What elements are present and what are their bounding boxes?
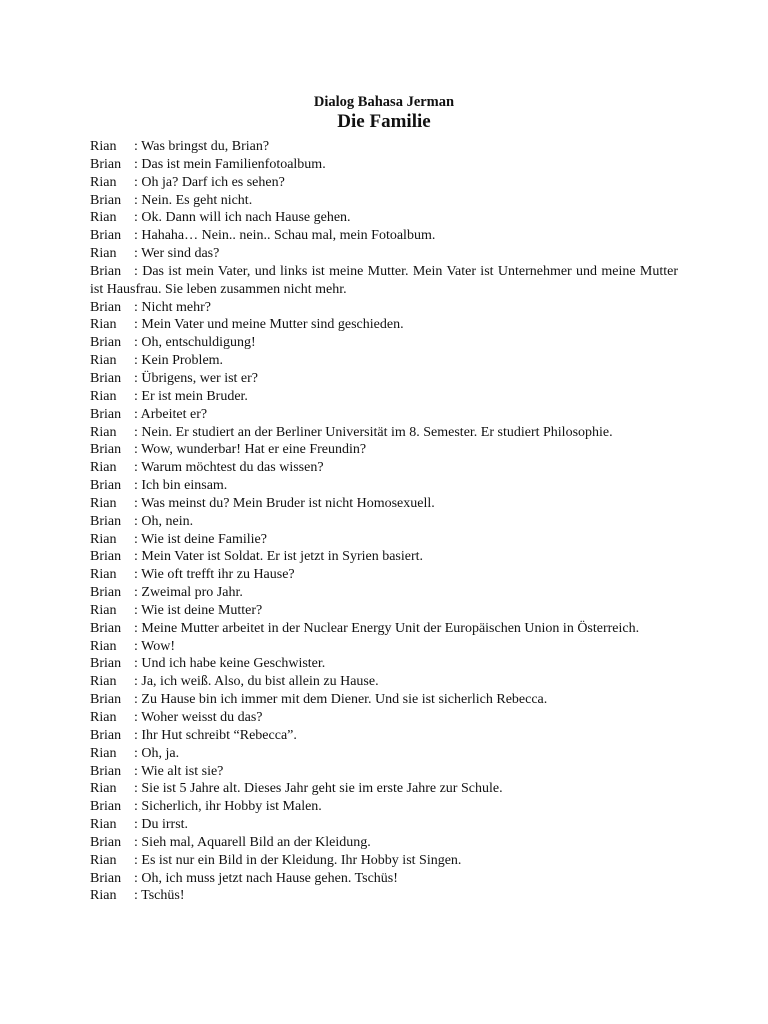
dialog-line <box>90 834 678 852</box>
speaker-name: Brian <box>90 370 122 386</box>
speaker-name: Rian <box>90 531 117 547</box>
utterance-text: : Wie alt ist sie? <box>134 763 224 779</box>
speaker-name: Rian <box>90 781 117 797</box>
speaker-name: Rian <box>90 388 117 404</box>
speaker-name: Rian <box>90 817 117 833</box>
utterance-text: : Kein Problem. <box>134 353 224 369</box>
speaker-name: Rian <box>90 495 117 511</box>
speaker-name: Rian <box>90 745 117 761</box>
speaker-name: Brian <box>90 442 122 458</box>
dialog-line <box>90 763 678 781</box>
utterance-text: : Ok. Dann will ich nach Hause gehen. <box>134 210 351 226</box>
utterance-text: : Zweimal pro Jahr. <box>134 585 243 601</box>
speaker-name: Brian <box>90 692 122 708</box>
dialog-line <box>90 852 678 870</box>
utterance-text: : Was bringst du, Brian? <box>134 139 270 154</box>
dialog-line <box>90 459 678 477</box>
dialog-line <box>90 174 678 192</box>
dialog-line <box>90 655 678 673</box>
dialog-line <box>90 584 678 602</box>
dialog-line <box>90 424 678 442</box>
utterance-text: : Und ich habe keine Geschwister. <box>134 656 326 672</box>
utterance-text: : Nicht mehr? <box>134 299 211 315</box>
dialog-line <box>90 299 678 317</box>
dialog-line <box>90 209 678 227</box>
utterance-text: : Wer sind das? <box>134 246 220 262</box>
utterance-text: : Sie ist 5 Jahre alt. Dieses Jahr geht sie im erste Jahre zur Schule. <box>134 781 503 797</box>
speaker-name: Brian <box>90 549 122 565</box>
dialog-line <box>90 156 678 174</box>
utterance-text: : Ja, ich weiß. Also, du bist allein zu Hause. <box>134 674 379 690</box>
dialog-line <box>90 727 678 745</box>
speaker-name: Rian <box>90 317 117 333</box>
utterance-text: : Mein Vater ist Soldat. Er ist jetzt in Syrien basiert. <box>134 549 424 565</box>
utterance-text: : Warum möchtest du das wissen? <box>134 460 324 476</box>
dialog-line <box>90 477 678 495</box>
utterance-text: : Wow! <box>134 638 176 654</box>
utterance-text: : Sieh mal, Aquarell Bild an der Kleidung. <box>134 834 371 850</box>
dialog-line <box>90 816 678 834</box>
dialog-line <box>90 388 678 406</box>
dialog-line <box>90 887 678 905</box>
utterance-text: : Sicherlich, ihr Hobby ist Malen. <box>134 799 322 815</box>
utterance-text: : Tschüs! <box>134 888 185 904</box>
utterance-text: : Zu Hause bin ich immer mit dem Diener. Und sie ist sicherlich Rebecca. <box>134 692 548 708</box>
utterance-text: : Oh, nein. <box>134 513 194 529</box>
utterance-text: : Du irrst. <box>134 817 189 833</box>
utterance-text: : Er ist mein Bruder. <box>134 388 248 404</box>
speaker-name: Brian <box>90 656 122 672</box>
utterance-text: : Wie ist deine Mutter? <box>134 602 263 618</box>
speaker-name: Brian <box>90 192 122 208</box>
speaker-name: Rian <box>90 174 117 190</box>
utterance-text: : Wie ist deine Familie? <box>134 531 267 547</box>
speaker-name: Brian <box>90 335 122 351</box>
utterance-text: : Meine Mutter arbeitet in der Nuclear Energy Unit der Europäischen Union in Österreich. <box>134 620 640 636</box>
speaker-name: Rian <box>90 460 117 476</box>
speaker-name: Brian <box>90 620 122 636</box>
dialog-line <box>90 352 678 370</box>
speaker-name: Brian <box>90 228 122 244</box>
utterance-text: : Nein. Es geht nicht. <box>134 192 253 208</box>
dialog-line <box>90 192 678 210</box>
document-title: Die Familie <box>337 111 431 132</box>
dialog-line <box>90 548 678 566</box>
dialog-line <box>90 441 678 459</box>
utterance-text: : Oh, entschuldigung! <box>134 335 256 351</box>
dialog-line <box>90 780 678 798</box>
utterance-text: : Ich bin einsam. <box>134 478 228 494</box>
speaker-name: Brian <box>90 299 122 315</box>
speaker-name: Rian <box>90 888 117 904</box>
speaker-name: Rian <box>90 210 117 226</box>
dialog-line <box>90 513 678 531</box>
dialog-line <box>90 406 678 424</box>
dialog-line <box>90 495 678 513</box>
speaker-name: Brian <box>90 156 122 172</box>
utterance-text: : Das ist mein Vater, und links ist meine Mutter. Mein Vater ist Unternehmer und meine Mutter ist Hausfrau. Sie leben zusammen nicht mehr. <box>90 263 678 297</box>
utterance-text: : Was meinst du? Mein Bruder ist nicht Homosexuell. <box>134 495 435 511</box>
speaker-name: Rian <box>90 139 117 154</box>
dialog-body <box>90 138 678 905</box>
utterance-text: : Woher weisst du das? <box>134 710 263 725</box>
speaker-name: Brian <box>90 763 122 779</box>
speaker-name: Brian <box>90 585 122 601</box>
speaker-name: Rian <box>90 674 117 690</box>
utterance-text: : Es ist nur ein Bild in der Kleidung. Ihr Hobby ist Singen. <box>134 852 462 868</box>
utterance-text: : Oh, ja. <box>134 745 180 761</box>
dialog-line <box>90 709 678 727</box>
utterance-text: : Übrigens, wer ist er? <box>134 370 259 386</box>
dialog-line <box>90 870 678 888</box>
utterance-text: : Nein. Er studiert an der Berliner Universität im 8. Semester. Er studiert Philosophie. <box>134 424 613 440</box>
speaker-name: Brian <box>90 799 122 815</box>
utterance-text: : Wow, wunderbar! Hat er eine Freundin? <box>134 442 367 458</box>
utterance-text: : Ihr Hut schreibt “Rebecca”. <box>134 727 297 743</box>
utterance-text: : Oh ja? Darf ich es sehen? <box>134 174 285 190</box>
speaker-name: Rian <box>90 567 117 583</box>
speaker-name: Rian <box>90 353 117 369</box>
speaker-name: Rian <box>90 852 117 868</box>
dialog-line <box>90 316 678 334</box>
dialog-line <box>90 138 678 156</box>
dialog-line <box>90 263 678 299</box>
speaker-name: Brian <box>90 406 122 422</box>
utterance-text: : Das ist mein Familienfotoalbum. <box>134 156 326 172</box>
dialog-line <box>90 602 678 620</box>
speaker-name: Rian <box>90 638 117 654</box>
utterance-text: : Hahaha… Nein.. nein.. Schau mal, mein Fotoalbum. <box>134 228 436 244</box>
dialog-line <box>90 745 678 763</box>
dialog-line <box>90 566 678 584</box>
dialog-line <box>90 673 678 691</box>
speaker-name: Brian <box>90 263 122 279</box>
dialog-line <box>90 245 678 263</box>
speaker-name: Rian <box>90 424 117 440</box>
speaker-name: Rian <box>90 602 117 618</box>
speaker-name: Brian <box>90 478 122 494</box>
utterance-text: : Wie oft trefft ihr zu Hause? <box>134 567 295 583</box>
utterance-text: : Mein Vater und meine Mutter sind geschieden. <box>134 317 404 333</box>
dialog-line <box>90 227 678 245</box>
dialog-line <box>90 620 678 638</box>
speaker-name: Brian <box>90 870 122 886</box>
speaker-name: Brian <box>90 834 122 850</box>
dialog-line <box>90 334 678 352</box>
speaker-name: Rian <box>90 710 117 725</box>
dialog-line <box>90 691 678 709</box>
speaker-name: Brian <box>90 727 122 743</box>
dialog-line <box>90 798 678 816</box>
utterance-text: : Oh, ich muss jetzt nach Hause gehen. Tschüs! <box>134 870 398 886</box>
speaker-name: Brian <box>90 513 122 529</box>
dialog-line <box>90 370 678 388</box>
utterance-text: : Arbeitet er? <box>134 406 208 422</box>
document-subtitle: Dialog Bahasa Jerman <box>313 94 455 110</box>
dialog-line <box>90 638 678 656</box>
dialog-line <box>90 531 678 549</box>
speaker-name: Rian <box>90 246 117 262</box>
